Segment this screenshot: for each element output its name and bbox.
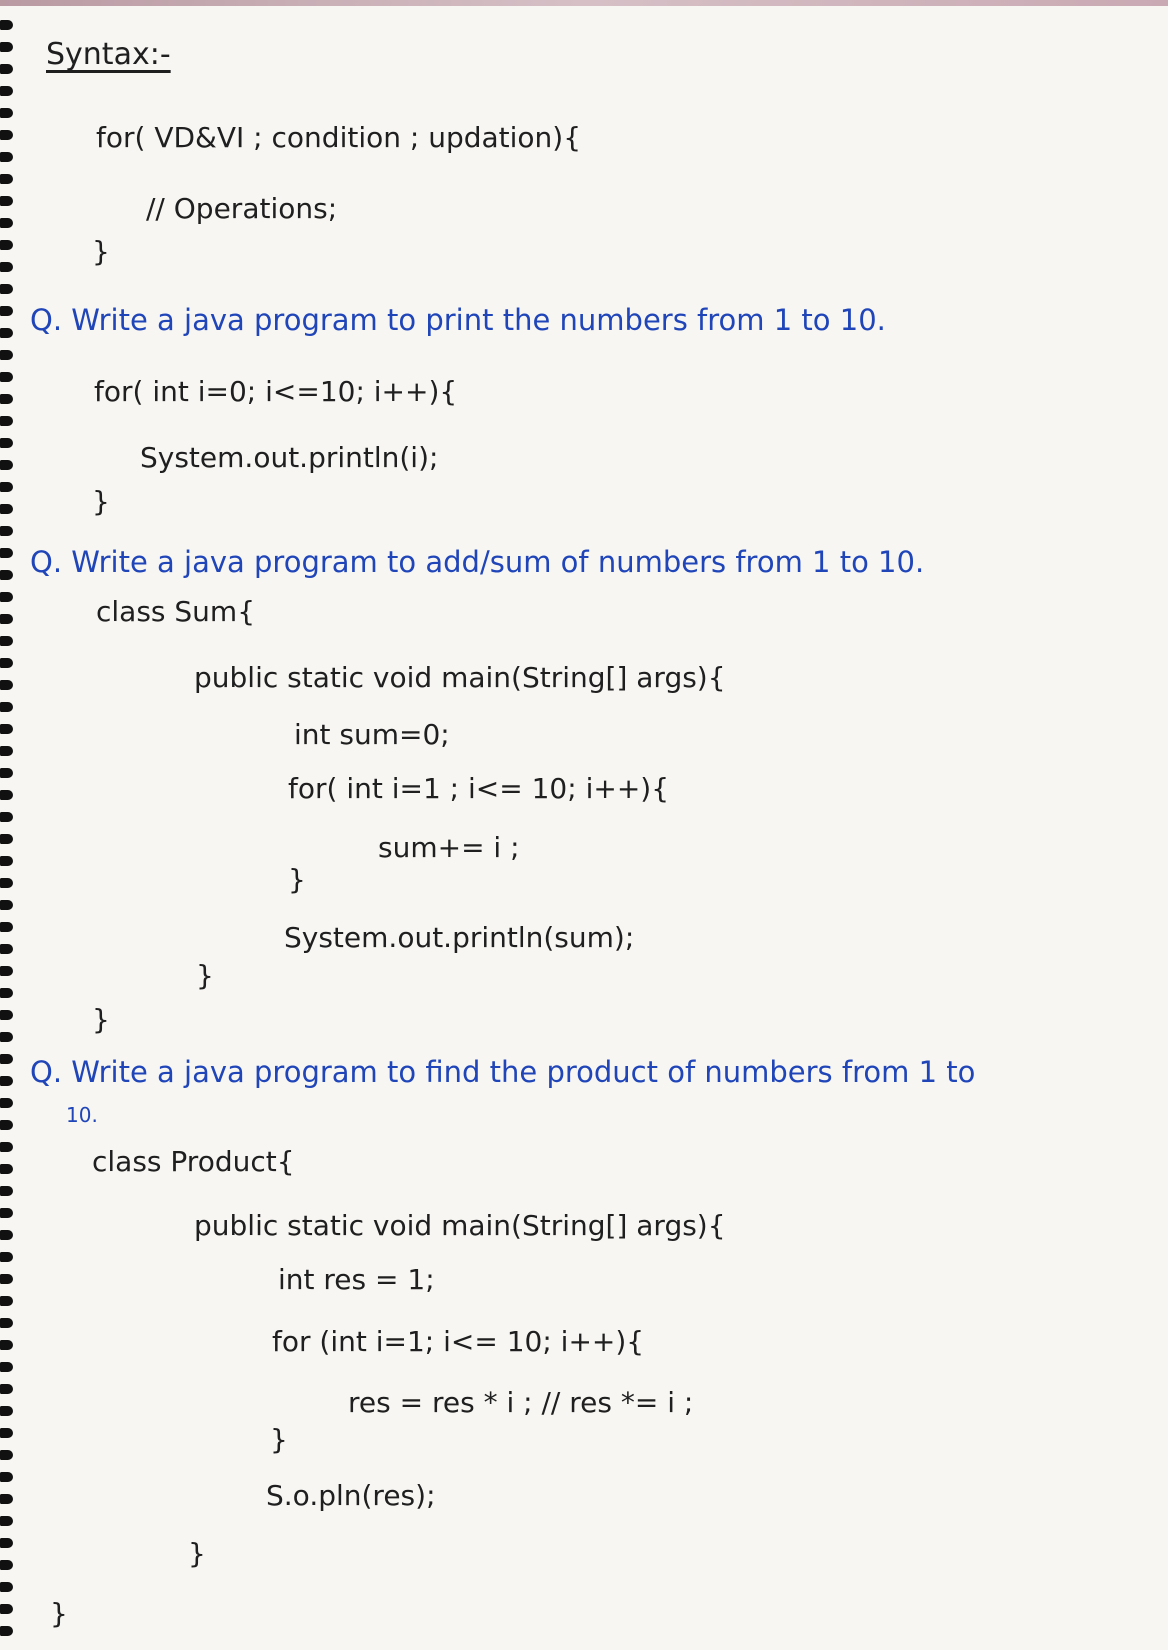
binding-hole [0,922,13,932]
binding-hole [0,592,13,602]
binding-hole [0,1032,13,1042]
binding-hole [0,1604,13,1614]
question-2 [30,545,925,579]
binding-hole [0,1186,13,1196]
code-line: class Product{ [92,1145,295,1178]
binding-hole [0,966,13,976]
syntax-line: } [92,235,110,268]
binding-hole [0,1560,13,1570]
binding-hole [0,1450,13,1460]
binding-hole [0,1010,13,1020]
binding-hole [0,416,13,426]
binding-hole [0,218,13,228]
binding-hole [0,680,13,690]
binding-hole [0,174,13,184]
binding-hole [0,1362,13,1372]
binding-hole [0,834,13,844]
question-label: Q. [30,1055,63,1089]
code-line: int res = 1; [278,1263,435,1296]
binding-hole [0,1274,13,1284]
binding-hole [0,1472,13,1482]
binding-hole [0,1120,13,1130]
syntax-line: // Operations; [146,192,338,225]
binding-hole [0,1296,13,1306]
binding-hole [0,570,13,580]
question-text: Write a java program to add/sum of numbers from 1 to 10. [71,545,925,579]
question-text: Write a java program to find the product of numbers from 1 to [71,1055,976,1089]
binding-hole [0,262,13,272]
binding-hole [0,1076,13,1086]
code-line: } [288,863,306,896]
binding-hole [0,1142,13,1152]
binding-hole [0,240,13,250]
binding-hole [0,658,13,668]
binding-hole [0,196,13,206]
binding-hole [0,1428,13,1438]
binding-hole [0,1098,13,1108]
code-line: for( int i=1 ; i<= 10; i++){ [288,772,670,805]
binding-hole [0,86,13,96]
binding-hole [0,504,13,514]
binding-hole [0,1340,13,1350]
code-line: } [92,1003,110,1036]
binding-hole [0,746,13,756]
binding-hole [0,1318,13,1328]
question-label: Q. [30,545,63,579]
binding-hole [0,350,13,360]
binding-hole [0,702,13,712]
code-line: System.out.println(sum); [284,921,635,954]
binding-hole [0,1252,13,1262]
binding-hole [0,108,13,118]
binding-hole [0,460,13,470]
binding-hole [0,64,13,74]
code-line: } [270,1423,288,1456]
code-line: int sum=0; [294,718,450,751]
binding-hole [0,284,13,294]
syntax-heading: Syntax:- [46,37,171,72]
binding-hole [0,944,13,954]
binding-hole [0,1494,13,1504]
code-line: res = res * i ; // res *= i ; [348,1386,694,1419]
binding-hole [0,42,13,52]
code-line: } [196,959,214,992]
question-text-continued: 10. [66,1103,98,1127]
code-line: S.o.pln(res); [266,1479,436,1512]
binding-hole [0,790,13,800]
binding-hole [0,1582,13,1592]
binding-hole [0,1538,13,1548]
binding-hole [0,306,13,316]
code-line: class Sum{ [96,595,256,628]
binding-hole [0,152,13,162]
binding-hole [0,1384,13,1394]
binding-hole [0,1164,13,1174]
binding-hole [0,1626,13,1636]
binding-hole [0,768,13,778]
code-line: public static void main(String[] args){ [194,661,726,694]
binding-hole [0,1208,13,1218]
code-line: public static void main(String[] args){ [194,1209,726,1242]
binding-hole [0,636,13,646]
binding-hole [0,438,13,448]
binding-hole [0,20,13,30]
binding-hole [0,724,13,734]
binding-hole [0,1230,13,1240]
binding-hole [0,394,13,404]
page-top-edge [0,0,1168,6]
code-line: } [50,1597,68,1630]
binding-hole [0,988,13,998]
binding-hole [0,812,13,822]
code-line: for( int i=0; i<=10; i++){ [94,375,458,408]
code-line: sum+= i ; [378,831,520,864]
question-label: Q. [30,303,63,337]
spiral-binding [0,20,20,1650]
binding-hole [0,1054,13,1064]
binding-hole [0,372,13,382]
binding-hole [0,1406,13,1416]
syntax-line: for( VD&VI ; condition ; updation){ [96,121,582,154]
question-1 [30,303,886,337]
question-3 [30,1055,976,1089]
binding-hole [0,130,13,140]
question-text: Write a java program to print the numbers from 1 to 10. [71,303,886,337]
code-line: } [92,485,110,518]
binding-hole [0,900,13,910]
binding-hole [0,614,13,624]
binding-hole [0,1516,13,1526]
binding-hole [0,482,13,492]
code-line: } [188,1537,206,1570]
binding-hole [0,856,13,866]
binding-hole [0,526,13,536]
code-line: for (int i=1; i<= 10; i++){ [272,1325,645,1358]
binding-hole [0,878,13,888]
code-line: System.out.println(i); [140,441,439,474]
binding-hole [0,328,13,338]
binding-hole [0,548,13,558]
